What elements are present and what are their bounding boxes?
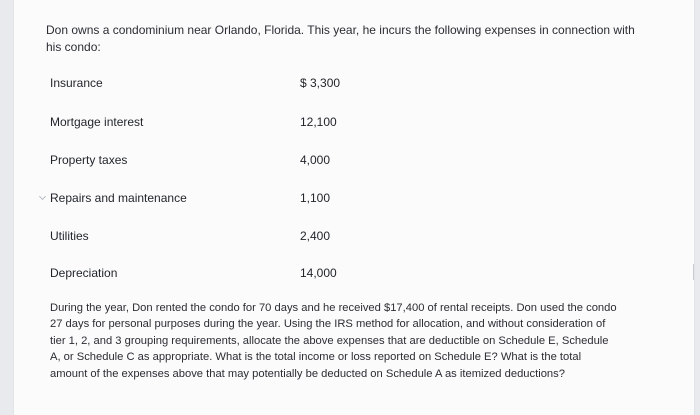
expense-amount: 4,000 [300, 153, 331, 167]
expense-label: Depreciation [50, 266, 118, 280]
expense-label: Utilities [50, 229, 89, 243]
expense-row-insurance [50, 76, 610, 94]
expense-row-utilities [50, 229, 610, 247]
problem-intro: Don owns a condominium near Orlando, Florida. This year, he incurs the following expenses in connection with his condo: [46, 23, 635, 54]
expense-amount: 12,100 [300, 115, 337, 129]
expense-row-depreciation [50, 266, 610, 284]
expense-label: Mortgage interest [50, 115, 144, 129]
expense-label: Repairs and maintenance [50, 191, 187, 205]
scroll-edge-marker [693, 264, 700, 280]
expense-amount: 2,400 [300, 229, 331, 243]
problem-page [14, 0, 694, 415]
expense-amount: 1,100 [300, 191, 331, 205]
expense-row-property-taxes [50, 153, 610, 171]
expense-amount: 14,000 [300, 266, 337, 280]
expense-row-mortgage-interest [50, 115, 610, 133]
expense-label: Insurance [50, 76, 103, 90]
expense-label: Property taxes [50, 153, 128, 167]
expense-amount: $ 3,300 [300, 76, 341, 90]
expense-row-repairs [50, 191, 610, 209]
problem-question: During the year, Don rented the condo for 70 days and he received $17,400 of rental receipts. Don used the condo 27 days for personal purposes during the year. Using the IRS method for allocation, and without consideration of tier 1, 2, and 3 grouping requirements, allocate the above expenses that are deductible on Schedule E, Schedule A, or Schedule C as appropriate. What is the total income or loss reported on Schedule E? What is the total amount of the expenses above that may potentially be deducted on Schedule A as itemized deductions? [50, 302, 617, 380]
chevron-right-icon [39, 193, 46, 200]
